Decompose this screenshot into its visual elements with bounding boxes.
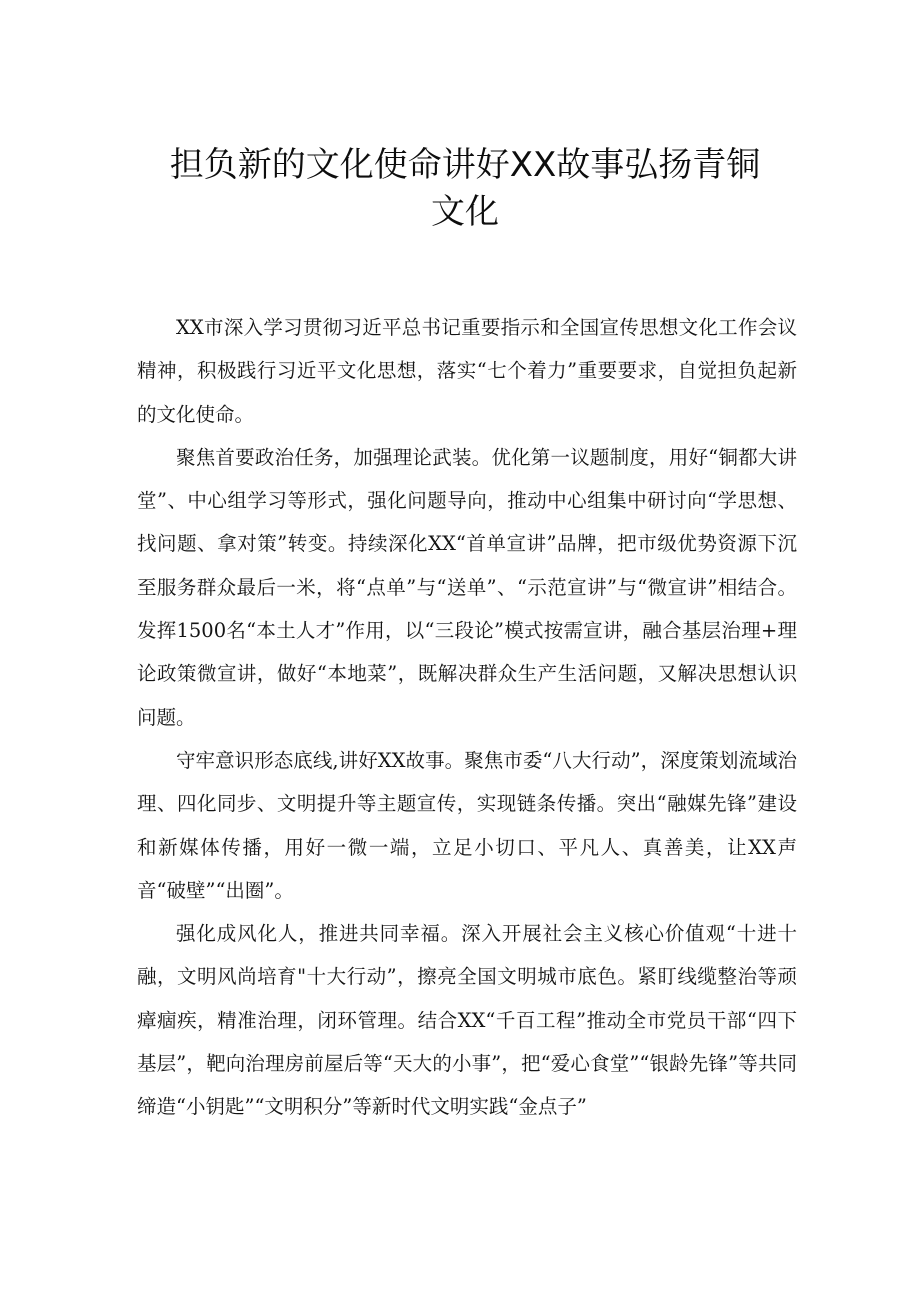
paragraph-civilization: 强化成风化人，推进共同幸福。深入开展社会主义核心价值观“十进十融，文明风尚培育"十大行动”，擦亮全国文明城市底色。紧盯线缆整治等顽瘴痼疾，精准治理，闭环管理。结合XX“千百工程”推动全市党员干部“四下基层”，靶向治理房前屋后等“天大的小事”，把“爱心食堂”“银龄先锋”等共同缔造“小钥匙”“文明积分”等新时代文明实践“金点子”: [137, 922, 797, 1119]
paragraph-intro: XX市深入学习贯彻习近平总书记重要指示和全国宣传思想文化工作会议精神，积极践行习近平文化思想，落实“七个着力”重要要求，自觉担负起新的文化使命。: [137, 316, 797, 426]
document-body: [137, 306, 797, 1129]
document-title-line-2: 文化: [431, 192, 499, 232]
document-title-line-1: 担负新的文化使命讲好XX故事弘扬青铜: [169, 145, 761, 185]
paragraph-theory: 聚焦首要政治任务，加强理论武装。优化第一议题制度，用好“铜都大讲堂”、中心组学习等形式，强化问题导向，推动中心组集中研讨向“学思想、找问题、拿对策”转变。持续深化XX“首单宣讲”品牌，把市级优势资源下沉至服务群众最后一米，将“点单”与“送单”、“示范宣讲”与“微宣讲”相结合。发挥1500名“本土人才”作用，以“三段论”模式按需宣讲，融合基层治理+理论政策微宣讲，做好“本地菜”，既解决群众生产生活问题，又解决思想认识问题。: [137, 445, 797, 729]
paragraph-ideology: 守牢意识形态底线,讲好XX故事。聚焦市委“八大行动”，深度策划流域治理、四化同步、文明提升等主题宣传，实现链条传播。突出“融媒先锋”建设和新媒体传播，用好一微一端，立足小切口、平凡人、真善美，让XX声音“破壁”“出圈”。: [137, 748, 797, 902]
